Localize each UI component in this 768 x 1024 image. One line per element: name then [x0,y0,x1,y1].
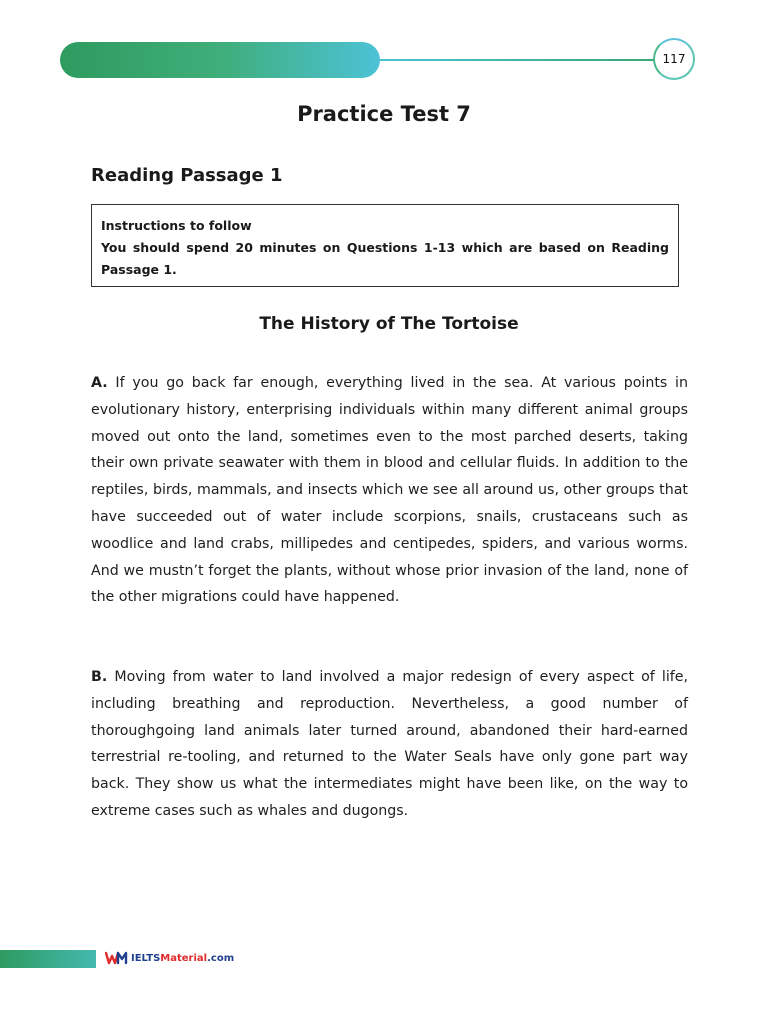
paragraph-marker: B. [91,669,108,685]
header-divider-line [378,59,658,61]
page-number: 117 [662,52,686,66]
header-decorative-bar [60,42,380,78]
paragraph-text: Moving from water to land involved a major redesign of every aspect of life, including breathing and reproduction. Nevertheless, a good number of thoroughgoing land animals later turned around, abandoned their hard-earned terrestrial re-tooling, and returned to the Water Seals have only gone part way back. They show us what the intermediates might have been like, on the way to extreme cases such as whales and dugongs. [91,669,688,819]
logo-text [131,953,234,964]
paragraph-marker: A. [91,375,108,391]
page-number-badge [653,38,695,80]
passage-heading: Reading Passage 1 [91,165,283,186]
footer-logo [105,951,234,965]
instructions-body: You should spend 20 minutes on Questions 1-13 which are based on Reading Passage 1. [101,240,669,277]
paragraph-text: If you go back far enough, everything lived in the sea. At various points in evolutionary history, enterprising individuals within many different animal groups moved out onto the land, sometimes even to the most parched deserts, taking their own private seawater with them in blood and cellular fluids. In addition to the reptiles, birds, mammals, and insects which we see all around us, other groups that have succeeded out of water include scorpions, snails, crustaceans such as woodlice and land crabs, millipedes and centipedes, spiders, and various worms. And we mustn’t forget the plants, without whose prior invasion of the land, none of the other migrations could have happened. [91,375,688,606]
footer-decorative-bar [0,950,96,968]
logo-prefix: IELTS [131,952,161,964]
ieltsmaterial-logo-icon [105,951,129,965]
logo-suffix: .com [207,952,235,964]
paragraph-a [91,370,688,611]
instructions-box [91,204,679,287]
instructions-heading: Instructions to follow [101,218,252,233]
page-title: Practice Test 7 [297,102,471,126]
article-title: The History of The Tortoise [259,314,519,334]
paragraph-b [91,664,688,825]
logo-accent: Material [160,952,208,964]
